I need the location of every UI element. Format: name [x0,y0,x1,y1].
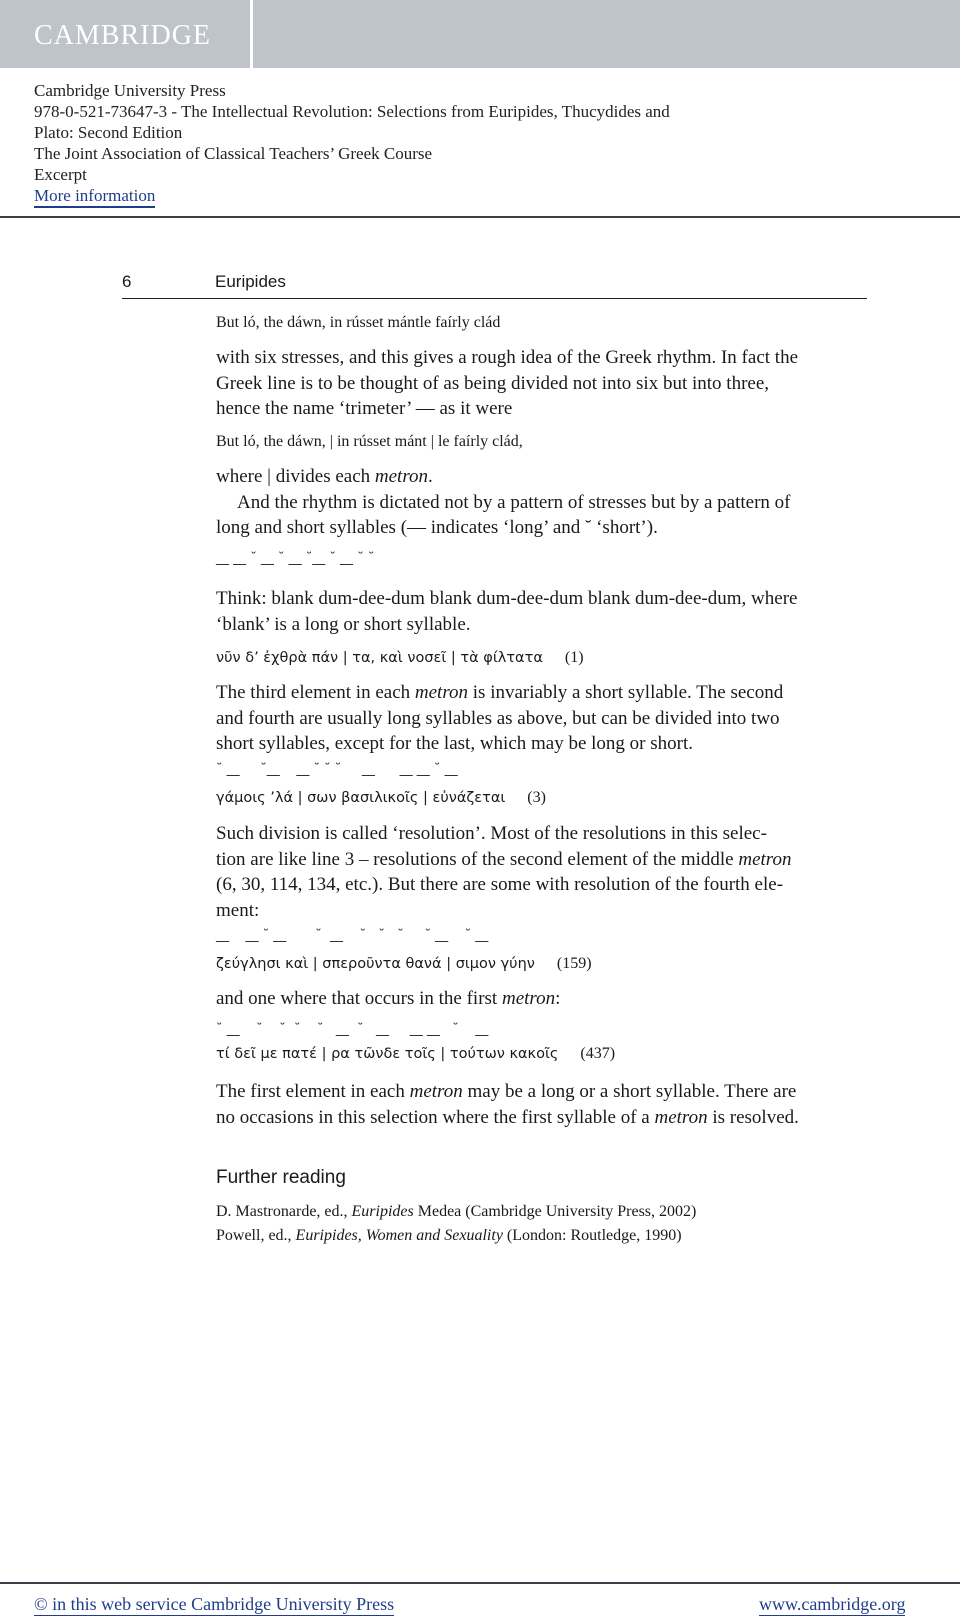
further-reading-heading: Further reading [216,1167,346,1188]
paragraph-8 [216,1079,867,1130]
paragraph-5-line-3: short syllables, except for the last, which may be long or short. [216,733,694,754]
paragraph-5-line-1: The third element in each metron is invariably a short syllable. The second [216,682,784,703]
greek-line-3-number: (3) [527,789,546,806]
paragraph-2-line-1: where | divides each metron. [216,466,433,487]
paragraph-6-line-3: (6, 30, 114, 134, etc.). But there are some with resolution of the fourth ele- [216,874,784,895]
paragraph-5 [216,680,867,757]
header-rule [0,216,960,218]
excerpt-label: Excerpt [34,165,87,184]
publisher-line: Cambridge University Press [34,81,226,100]
cambridge-website-link[interactable]: www.cambridge.org [759,1594,906,1614]
scansion-pattern-3: __ __ ˘ __ ˘ __ ˘ ˘ ˘ ˘ __ ˘ __ [216,928,489,943]
book-metadata [34,80,914,206]
scansion-pattern-1: __ __ ˘ __ ˘ __ ˘__ ˘ __ ˘ ˘ [216,551,375,566]
footer-rule [0,1582,960,1584]
scansion-pattern-2: ˘ __ ˘__ __ ˘ ˘ ˘ __ __ __ ˘ __ [216,762,458,777]
paragraph-6-line-2: tion are like line 3 – resolutions of the second element of the middle metron [216,848,792,870]
reference-item-1: D. Mastronarde, ed., Euripides Medea (Cambridge University Press, 2002) [216,1203,697,1220]
greek-line-1 [216,648,867,668]
header-banner [0,0,960,68]
banner-divider [250,0,253,68]
greek-line-437-number: (437) [580,1045,616,1062]
greek-line-437 [216,1044,867,1064]
book-page [122,270,867,1244]
verse-example-1: But ló, the dáwn, in rússet mántle faírly clád [216,314,501,331]
greek-line-159 [216,954,867,974]
paragraph-6-line-4: ment: [216,899,260,921]
paragraph-1-line-2: Greek line is to be thought of as being divided not into six but into three, [216,372,770,394]
paragraph-5-line-2: and fourth are usually long syllables as above, but can be divided into two [216,707,780,729]
scansion-pattern-4: ˘ __ ˘ ˘ ˘ ˘ __ ˘ __ __ __ ˘ __ [216,1022,489,1037]
greek-line-1-text: νῦν δ’ ἐχθρὰ πάν | τα, καὶ νοσεῖ | τὰ φίλτατα [216,650,543,666]
greek-line-437-text: τί δεῖ με πατέ | ρα τῶνδε τοῖς | τούτων κακοῖς [216,1046,559,1062]
paragraph-3-line-1: And the rhythm is dictated not by a pattern of stresses but by a pattern of [237,491,791,513]
paragraph-6-line-1: Such division is called ‘resolution’. Most of the resolutions in this selec- [216,823,767,844]
greek-line-1-number: (1) [564,649,584,666]
more-information-link[interactable]: More information [34,186,155,208]
greek-line-3 [216,788,867,808]
isbn-title-line-2: Plato: Second Edition [34,123,183,142]
running-head-title: Euripides [215,272,286,291]
running-head [122,270,867,299]
page-number: 6 [122,272,132,291]
paragraph-1-line-1: with six stresses, and this gives a rough idea of the Greek rhythm. In fact the [216,347,798,368]
copyright-link[interactable]: © in this web service Cambridge University Press [34,1594,395,1614]
paragraph-7-line-1: and one where that occurs in the first metron: [216,988,561,1009]
cambridge-logo: CAMBRIDGE [34,20,212,51]
paragraph-7 [216,986,867,1012]
paragraph-2 [216,464,867,541]
paragraph-1-line-3: hence the name ‘trimeter’ — as it were [216,398,513,419]
verse-example-2: But ló, the dáwn, | in rússet mánt | le faírly clád, [216,433,523,450]
paragraph-4-line-2: ‘blank’ is a long or short syllable. [216,613,471,635]
greek-line-159-text: ζεύγλησι καὶ | σπεροῦντα θανά | σιμον γύην [216,956,535,972]
paragraph-4-line-1: Think: blank dum-dee-dum blank dum-dee-dum blank dum-dee-dum, where [216,588,798,609]
greek-line-3-text: γάμοις ’λά | σων βασιλικοῖς | εὐνάζεται [216,790,506,806]
further-reading-list [216,1200,867,1248]
paragraph-4 [216,586,867,637]
course-line: The Joint Association of Classical Teachers’ Greek Course [34,144,433,163]
greek-line-159-number: (159) [556,955,592,972]
paragraph-6 [216,821,867,923]
reference-item-2: Powell, ed., Euripides, Women and Sexuality (London: Routledge, 1990) [216,1227,682,1244]
paragraph-1 [216,345,867,422]
isbn-title-line: 978-0-521-73647-3 - The Intellectual Revolution: Selections from Euripides, Thucydides and [34,102,670,121]
paragraph-3-line-2: long and short syllables (— indicates ‘long’ and ˘ ‘short’). [216,517,658,538]
paragraph-8-line-2: no occasions in this selection where the first syllable of a metron is resolved. [216,1106,799,1128]
paragraph-8-line-1: The first element in each metron may be a long or a short syllable. There are [216,1081,797,1102]
